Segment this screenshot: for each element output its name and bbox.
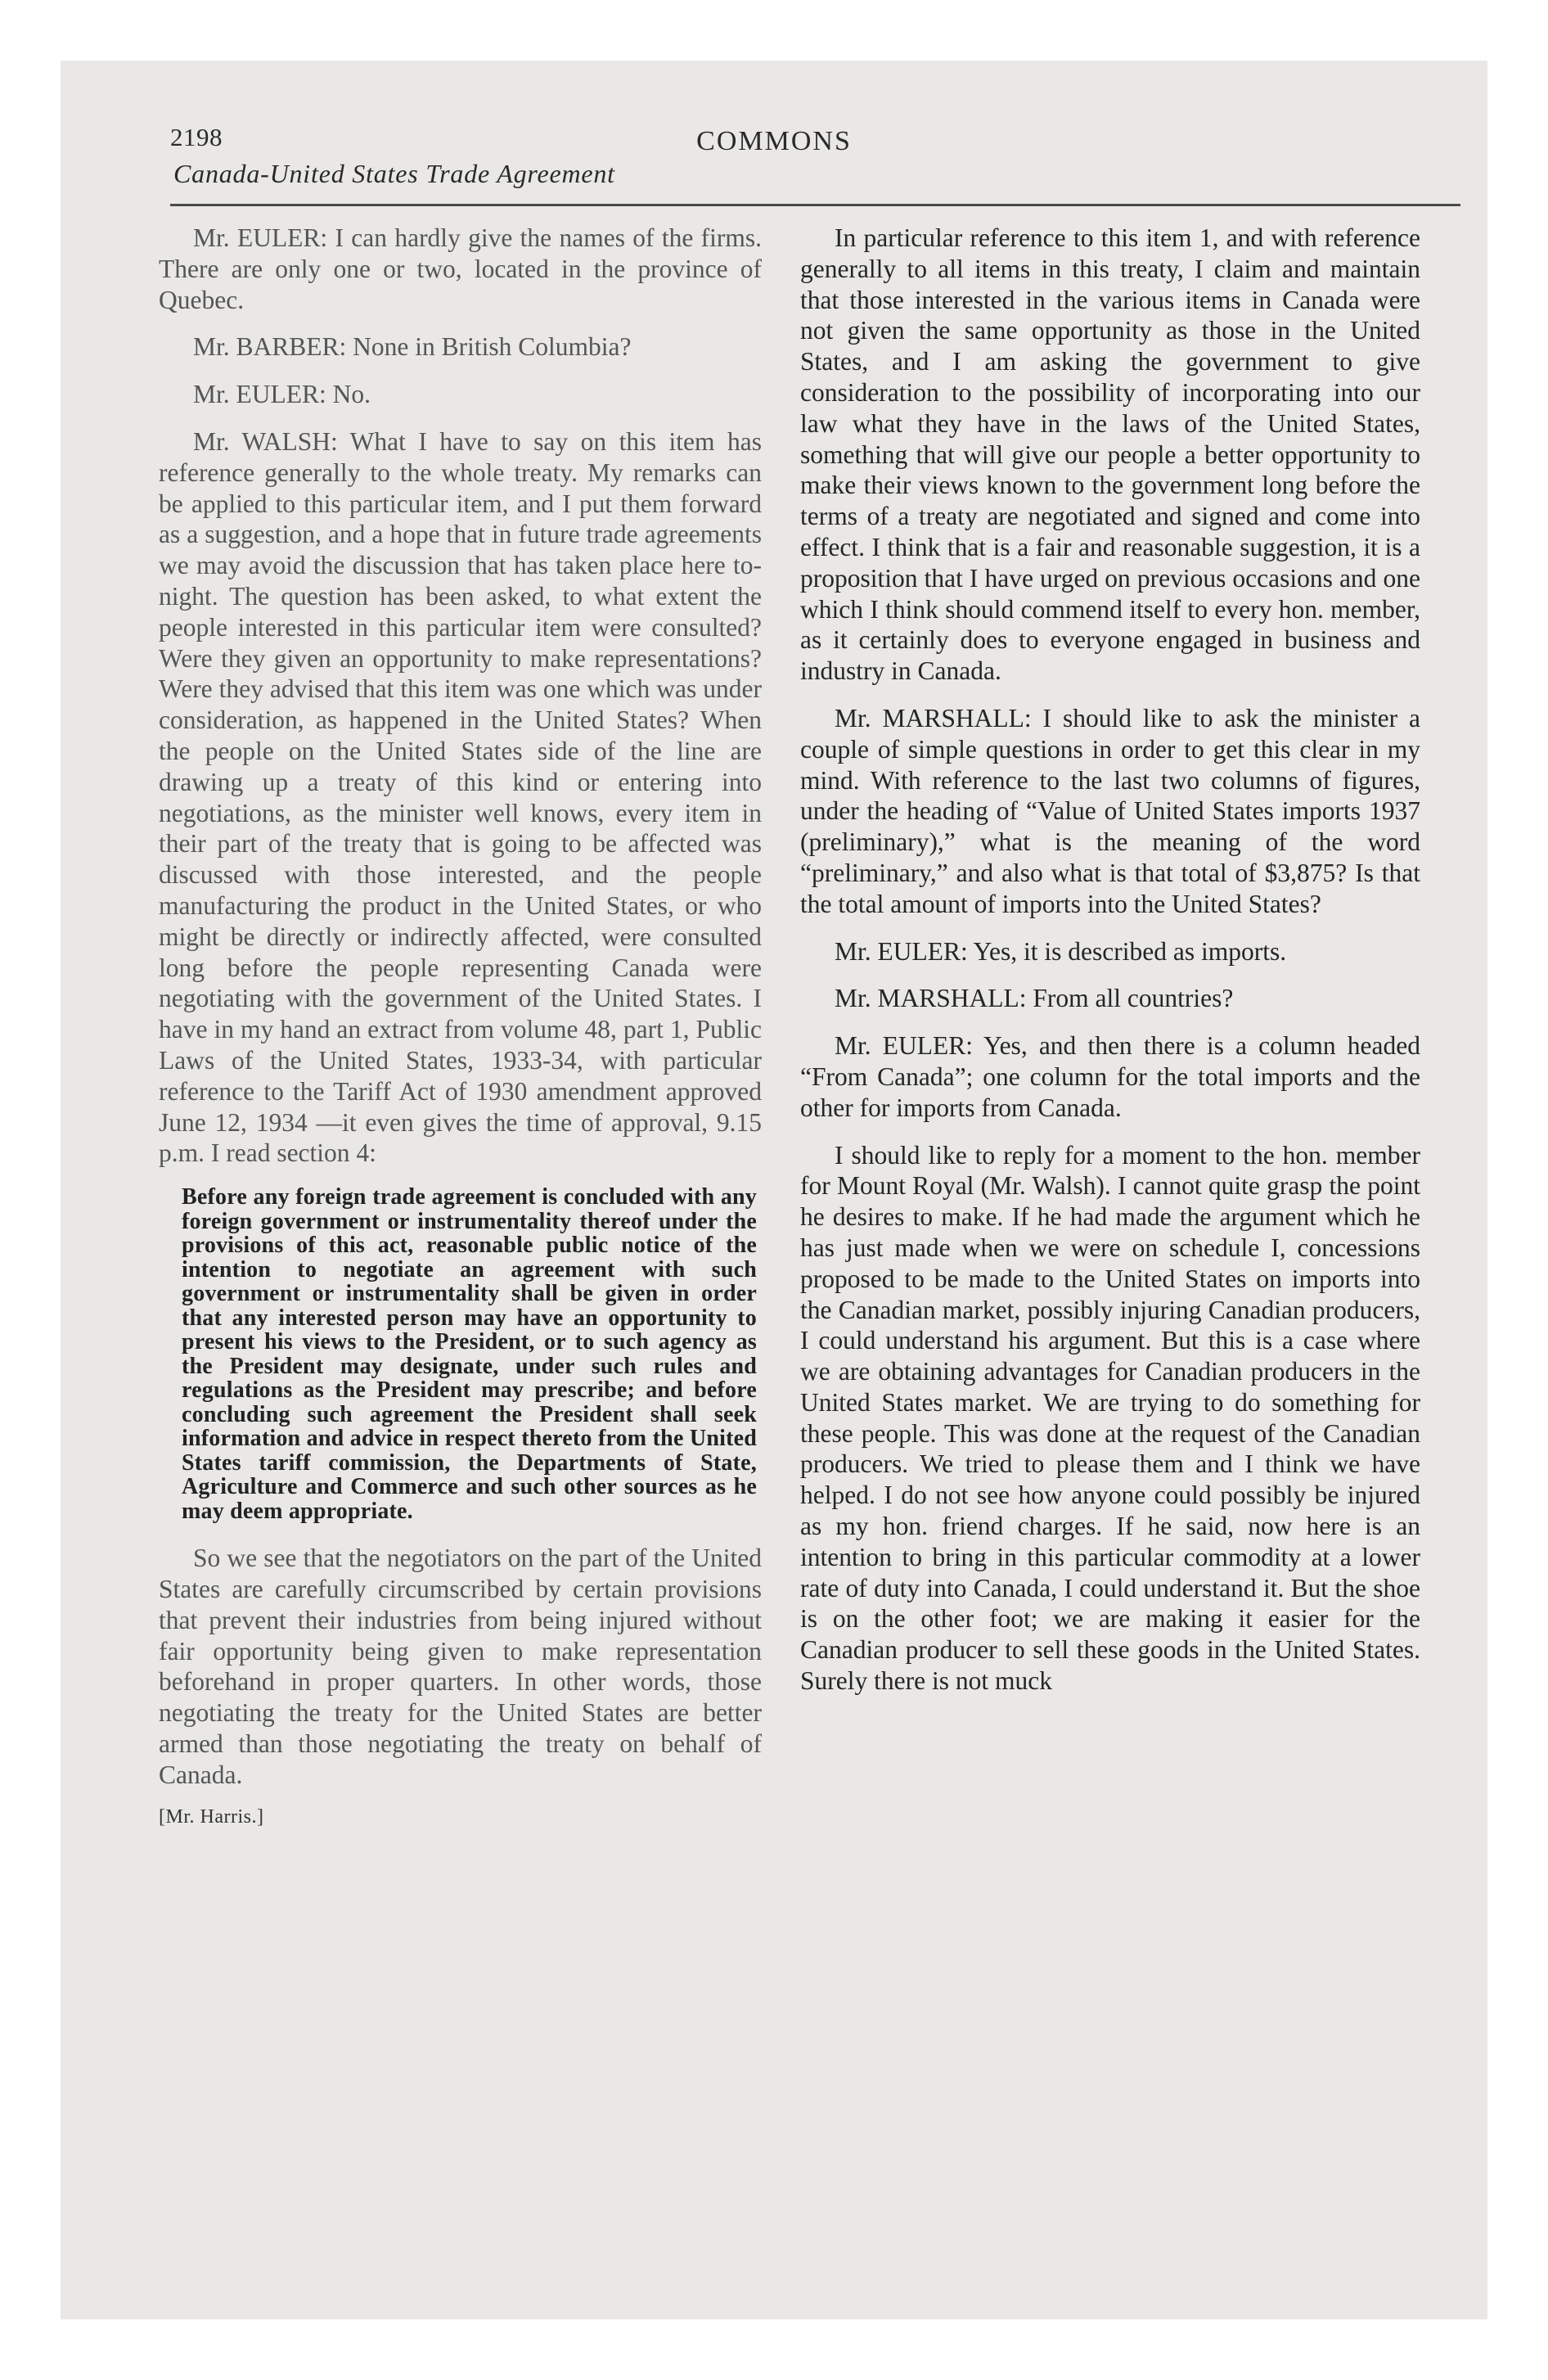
block-quote: Before any foreign trade agreement is concluded with any foreign government or instrumentality thereof under the provisions of this act, reasonable public notice of the intention to negotiate an agreement with such government or instrumentality shall be given in order that any interested person may have an opportunity to present his views to the President, or to such agency as the President may designate, under such rules and regulations as the President may prescribe; and before concluding such agreement the President shall seek information and advice in respect thereto from the United States tariff commission, the Departments of State, Agriculture and Commerce and such other sources as he may deem appropriate. (182, 1184, 757, 1524)
running-title: COMMONS (696, 126, 852, 156)
paragraph: Mr. EULER: Yes, and then there is a column headed “From Canada”; one column for the total imports and the other for imports from Canada. (800, 1031, 1420, 1122)
paragraph: I should like to reply for a moment to the hon. member for Mount Royal (Mr. Walsh). I cannot quite grasp the point he desires to make. If he had made the argument which he has just made when we were on schedule I, concessions proposed to be made to the United States on imports into the Canadian market, possibly injuring Canadian producers, I could understand his argument. But this is a case where we are obtaining advantages for Canadian producers in the United States market. We are trying to do something for these people. This was done at the request of the Canadian producers. We tried to please them and I think we have helped. I do not see how anyone could possibly be injured as my hon. friend charges. If he said, now here is an intention to bring in this particular commodity at a lower rate of duty into Canada, I could understand it. But the shoe is on the other foot; we are making it easier for the Canadian producer to sell these goods in the United States. Surely there is not muck (800, 1140, 1420, 1696)
paragraph: Mr. MARSHALL: From all countries? (835, 984, 1234, 1013)
speaker-footnote: [Mr. Harris.] (159, 1806, 264, 1828)
right-column (800, 223, 1420, 1713)
paragraph: So we see that the negotiators on the part of the United States are carefully circumscribed by certain provisions that prevent their industries from being injured without fair opportunity being given to make representation beforehand in proper quarters. In other words, those negotiating the treaty for the United States are better armed than those negotiating the treaty on behalf of Canada. (159, 1544, 762, 1789)
paragraph: Mr. WALSH: What I have to say on this item has reference generally to the whole treaty. My remarks can be applied to this particular item, and I put them forward as a suggestion, and a hope that in future trade agreements we may avoid the discussion that has taken place here to-night. The question has been asked, to what extent the people interested in this particular item were consulted? Were they given an opportunity to make representations? Were they advised that this item was one which was under consideration, as happened in the United States? When the people on the United States side of the line are drawing up a treaty of this kind or entering into negotiations, as the minister well knows, every item in their part of the treaty that is going to be affected was discussed with those interested, and the people manufacturing the product in the United States, or who might be directly or indirectly affected, were consulted long before the people representing Canada were negotiating with the government of the United States. I have in my hand an extract from volume 48, part 1, Public Laws of the United States, 1933-34, with particular reference to the Tariff Act of 1930 amendment approved June 12, 1934 —it even gives the time of approval, 9.15 p.m. I read section 4: (159, 426, 762, 1168)
page-number: 2198 (170, 123, 223, 151)
header-rule (170, 204, 1460, 206)
paragraph: Mr. BARBER: None in British Columbia? (193, 332, 632, 362)
left-column (159, 223, 762, 1828)
paragraph: Mr. EULER: I can hardly give the names of the firms. There are only one or two, located in the province of Quebec. (159, 223, 762, 314)
paragraph: In particular reference to this item 1, and with reference generally to all items in this treaty, I claim and maintain that those interested in the various items in Canada were not given the same opportunity as those in the United States, and I am asking the government to give consideration to the possibility of incorporating into our law what they have in the laws of the United States, something that will give our people a better opportunity to make their views known to the government long before the terms of a treaty are negotiated and signed and come into effect. I think that is a fair and reasonable suggestion, it is a proposition that I have urged on previous occasions and one which I think should commend itself to every hon. member, as it certainly does to everyone engaged in business and industry in Canada. (800, 223, 1420, 686)
paragraph: Mr. EULER: No. (193, 380, 371, 409)
paragraph: Mr. MARSHALL: I should like to ask the minister a couple of simple questions in order to get this clear in my mind. With reference to the last two columns of figures, under the heading of “Value of United States imports 1937 (preliminary),” what is the meaning of the word “preliminary,” and also what is that total of $3,875? Is that the total amount of imports into the United States? (800, 703, 1420, 918)
paragraph: Mr. EULER: Yes, it is described as imports. (835, 936, 1287, 966)
running-subtitle: Canada-United States Trade Agreement (173, 159, 615, 188)
